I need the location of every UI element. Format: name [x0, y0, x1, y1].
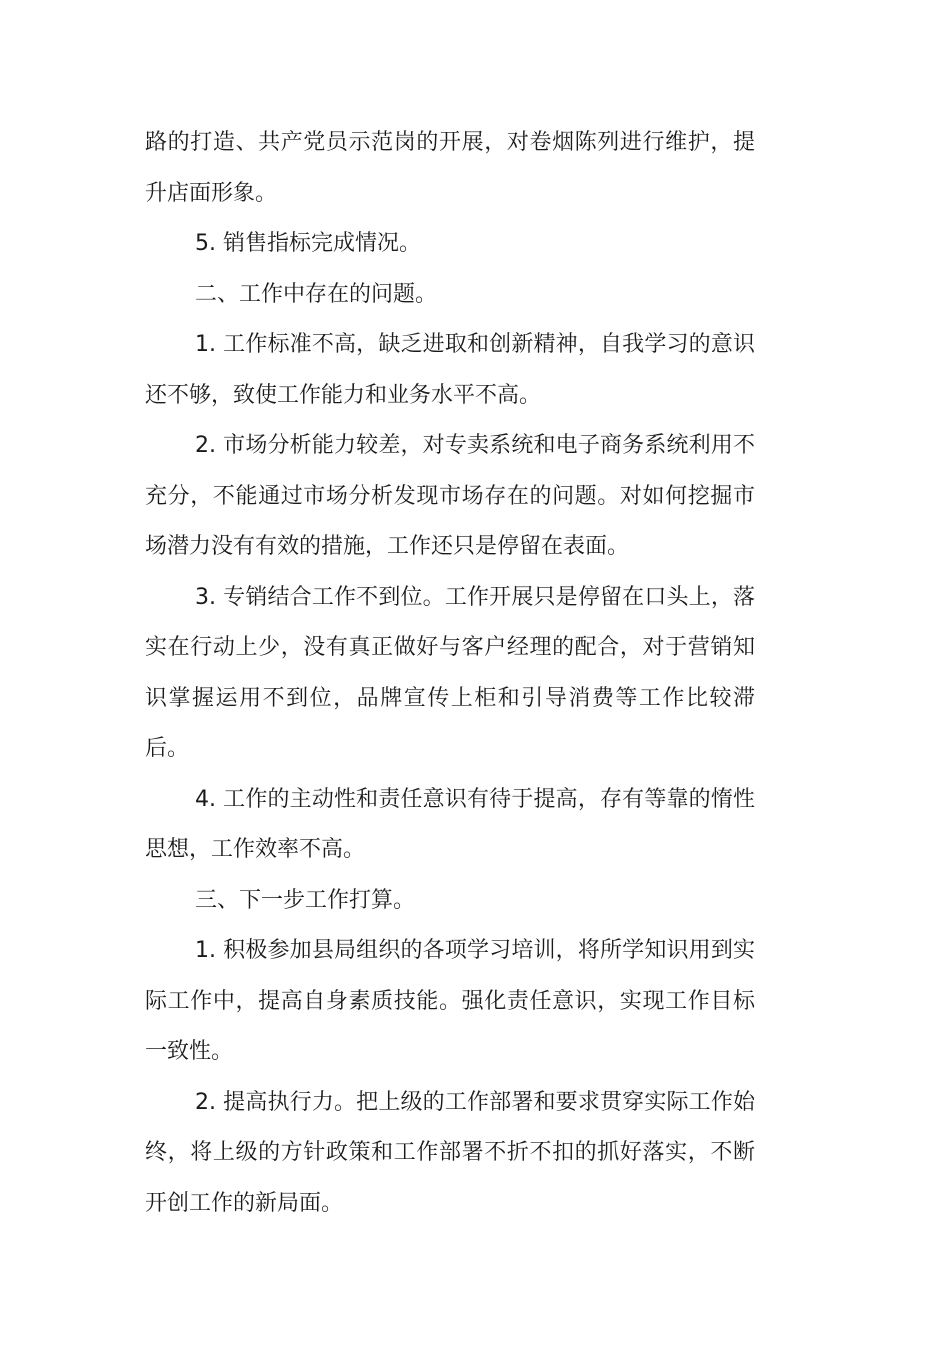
paragraph-continuation: 路的打造、共产党员示范岗的开展，对卷烟陈列进行维护，提升店面形象。 [145, 130, 755, 206]
paragraph-problem-3: 3. 专销结合工作不到位。工作开展只是停留在口头上，落实在行动上少，没有真正做好与客户经理的配合，对于营销知识掌握运用不到位，品牌宣传上柜和引导消费等工作比较滞后。 [145, 584, 755, 761]
paragraph-problem-1: 1. 工作标准不高，缺乏进取和创新精神，自我学习的意识还不够，致使工作能力和业务水平不高。 [145, 332, 755, 408]
paragraph-plan-2: 2. 提高执行力。把上级的工作部署和要求贯穿实际工作始终，将上级的方针政策和工作部署不折不扣的抓好落实，不断开创工作的新局面。 [145, 1089, 755, 1216]
section-heading-problems: 二、工作中存在的问题。 [195, 281, 438, 307]
section-heading-next-steps: 三、下一步工作打算。 [195, 887, 416, 913]
paragraph-problem-2: 2. 市场分析能力较差，对专卖系统和电子商务系统利用不充分，不能通过市场分析发现市场存在的问题。对如何挖掘市场潜力没有有效的措施，工作还只是停留在表面。 [145, 433, 755, 559]
document-body [145, 118, 755, 1229]
paragraph-plan-1: 1. 积极参加县局组织的各项学习培训，将所学知识用到实际工作中，提高自身素质技能。强化责任意识，实现工作目标一致性。 [145, 938, 755, 1064]
paragraph-sales-target: 5. 销售指标完成情况。 [195, 231, 421, 256]
paragraph-problem-4: 4. 工作的主动性和责任意识有待于提高，存有等靠的惰性思想，工作效率不高。 [145, 786, 755, 862]
